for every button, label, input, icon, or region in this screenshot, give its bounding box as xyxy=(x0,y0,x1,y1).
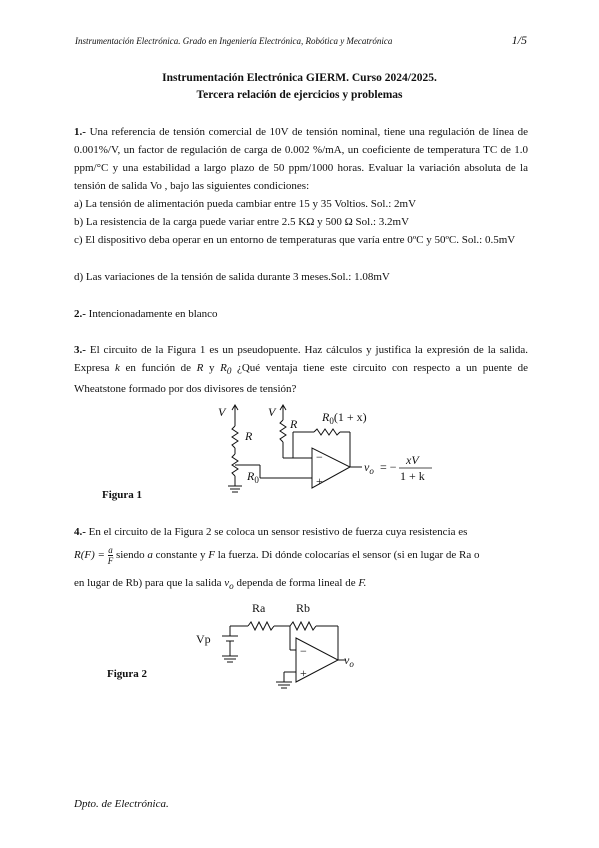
exercise-4-text-4: la fuerza. Di dónde colocarías el sensor (si en lugar de Ra o xyxy=(217,549,480,562)
fig2-minus: − xyxy=(300,644,307,658)
exercise-3-text-3: ¿Qué ventaja tiene este circuito con respecto a un puente de Wheatstone formado por dos divisores de tensión? xyxy=(74,362,529,396)
title-line-2: Tercera relación de ejercicios y problemas xyxy=(196,89,403,101)
fig2-Rb: Rb xyxy=(296,601,311,615)
fig2-plus: + xyxy=(300,666,307,680)
exercise-4-a: a xyxy=(147,549,153,562)
exercise-4-text-1: En el circuito de la Figura 2 se coloca un sensor resistivo de fuerza cuya resistencia es xyxy=(88,526,468,538)
exercise-2-text: Intencionadamente en blanco xyxy=(88,308,218,320)
figure-1-label: Figura 1 xyxy=(102,489,143,501)
exercise-4-text-6: dependa de forma lineal de xyxy=(236,577,356,589)
figure-1-circuit xyxy=(210,404,440,500)
exercise-4-statement xyxy=(74,523,528,541)
exercise-4-text-5: en lugar de Rb) para que la salida xyxy=(74,577,222,589)
figure-2-label: Figura 2 xyxy=(107,668,148,680)
exercise-1-item-d: d) Las variaciones de la tensión de salida durante 3 meses.Sol.: 1.08mV xyxy=(74,271,390,283)
fig1-vo: $v_o$ xyxy=(364,460,374,476)
fig1-denominator: 1 + k xyxy=(400,469,425,483)
exercise-4-F: F xyxy=(208,549,215,562)
fig2-vo: $v_o$ xyxy=(344,653,354,669)
exercise-3-R0: $R_0$ xyxy=(220,362,232,377)
header-text: Instrumentación Electrónica. Grado en Ingeniería Electrónica, Robótica y Mecatrónica xyxy=(75,36,393,46)
exercise-1-item-b: b) La resistencia de la carga puede variar entre 2.5 KΩ y 500 Ω Sol.: 3.2mV xyxy=(74,216,410,228)
exercise-1-text: Una referencia de tensión comercial de 10V de tensión nominal, tiene una regulación de línea de 0.001%/V, un factor de regulación de carga de 0.002 %/mA, un coeficiente de temperatura TC de 1.0 ppm/°C y una estabilidad a largo plazo de 50 ppm/1000 horas. Evaluar la variación absoluta de la tensión de salida Vo , bajo las siguientes condiciones: xyxy=(74,126,529,192)
exercise-1-item-c: c) El dispositivo deba operar en un entorno de temperaturas que varía entre 0ºC y 50ºC. Sol.: 0.5mV xyxy=(74,234,516,246)
exercise-2-number: 2.- xyxy=(74,308,86,320)
exercise-2-statement xyxy=(74,305,218,323)
fig1-Rfb: $R_0(1 + x)$ xyxy=(322,410,367,426)
figure-2-circuit xyxy=(190,598,370,694)
exercise-1-number: 1.- xyxy=(74,126,86,138)
fig1-V2: V xyxy=(268,405,276,419)
fig2-Vp: Vp xyxy=(196,632,211,646)
fig1-R2: R xyxy=(290,417,298,431)
exercise-1-item-a: a) La tensión de alimentación pueda cambiar entre 15 y 35 Voltios. Sol.: 2mV xyxy=(74,198,417,210)
fig1-numerator: xV xyxy=(406,453,419,467)
fig1-R0: $R_0$ xyxy=(247,469,259,485)
exercise-4-text-3: constante y xyxy=(155,549,206,562)
exercise-4-number: 4.- xyxy=(74,526,86,538)
exercise-4-last-line xyxy=(74,574,366,595)
fig1-plus: + xyxy=(316,474,323,488)
exercise-3-k: k xyxy=(115,362,120,374)
exercise-3-text-2: en función de xyxy=(125,362,192,374)
exercise-4-RF: R(F) = xyxy=(74,549,105,562)
exercise-4-vo: $v_o$ xyxy=(224,577,234,592)
exercise-3-text-1: El circuito de la Figura 1 es un pseudopuente. Haz cálculos y justifica la expresión de la salida. Expresa xyxy=(74,344,529,374)
exercise-3-y: y xyxy=(208,362,215,374)
page-header xyxy=(75,33,527,47)
fig1-V1: V xyxy=(218,405,226,419)
page-footer: Dpto. de Electrónica. xyxy=(74,798,169,810)
page-number: 1/5 xyxy=(511,33,527,47)
exercise-4-fraction: $\frac{a}{F}$ xyxy=(107,545,114,566)
exercise-1-statement xyxy=(74,123,528,195)
exercise-3-R: R xyxy=(196,362,204,374)
fig2-Ra: Ra xyxy=(252,601,266,615)
exercise-3-statement xyxy=(74,341,528,398)
exercise-4-formula-line xyxy=(74,545,479,566)
exercise-4-text-2: siendo xyxy=(115,549,145,562)
document-title xyxy=(0,70,599,104)
title-line-1: Instrumentación Electrónica GIERM. Curso 2024/2025. xyxy=(162,72,437,84)
fig1-minus: − xyxy=(316,450,323,464)
fig1-R1: R xyxy=(245,429,253,443)
exercise-3-number: 3.- xyxy=(74,344,86,356)
exercise-4-F2: F. xyxy=(358,577,367,589)
fig1-equals: = − xyxy=(380,460,397,474)
